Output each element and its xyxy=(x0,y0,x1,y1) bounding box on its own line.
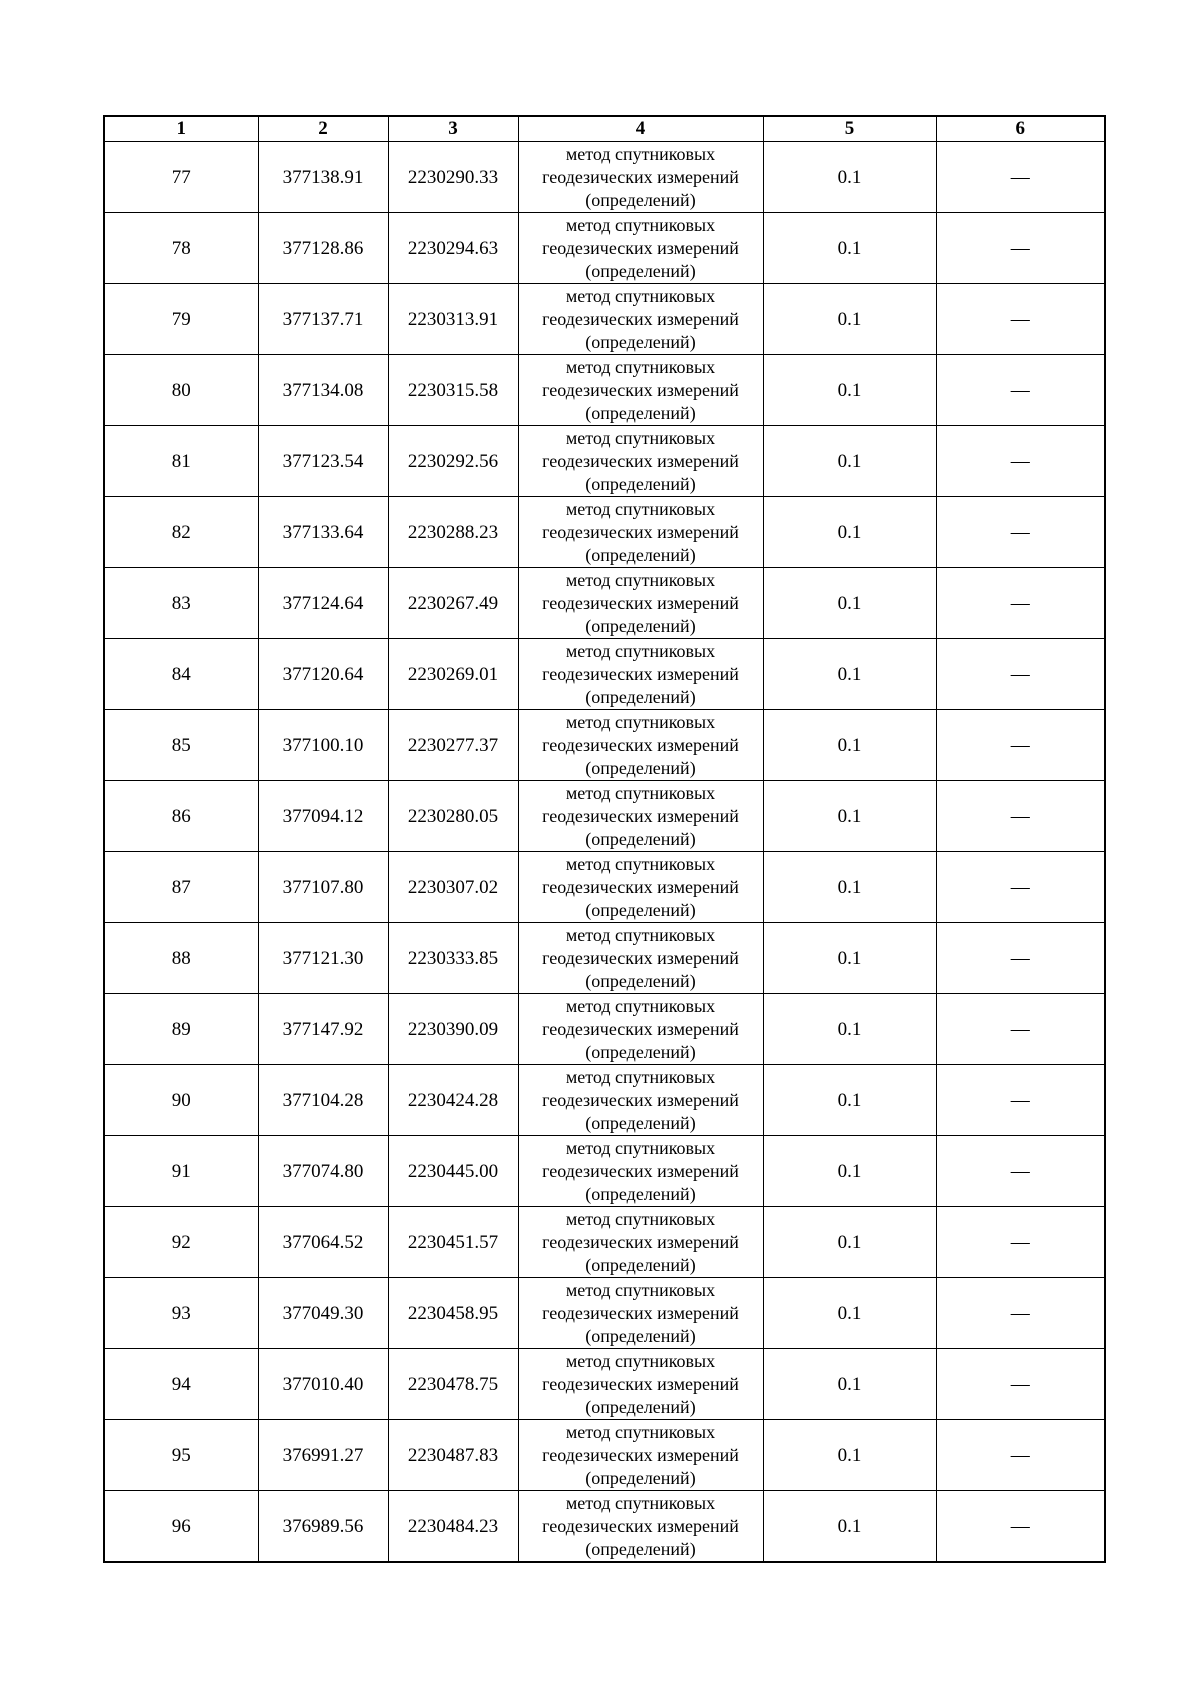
x-coordinate-cell: 377120.64 xyxy=(258,639,388,710)
table-row xyxy=(104,568,1105,639)
accuracy-cell: 0.1 xyxy=(763,852,936,923)
table-row xyxy=(104,1136,1105,1207)
method-text-line: геодезических измерений xyxy=(542,379,739,400)
method-cell xyxy=(518,1136,763,1207)
method-cell xyxy=(518,1420,763,1491)
point-number-cell: 86 xyxy=(104,781,258,852)
table-row xyxy=(104,284,1105,355)
method-text-line: геодезических измерений xyxy=(542,876,739,897)
method-cell xyxy=(518,142,763,213)
header-row xyxy=(104,116,1105,142)
table-row xyxy=(104,1349,1105,1420)
description-cell: — xyxy=(936,142,1105,213)
accuracy-cell: 0.1 xyxy=(763,1491,936,1563)
method-text-line: геодезических измерений xyxy=(542,805,739,826)
accuracy-cell: 0.1 xyxy=(763,1278,936,1349)
method-text-line: (определений) xyxy=(585,1112,696,1133)
x-coordinate-cell: 377147.92 xyxy=(258,994,388,1065)
y-coordinate-cell: 2230333.85 xyxy=(388,923,518,994)
method-text-line: геодезических измерений xyxy=(542,450,739,471)
y-coordinate-cell: 2230280.05 xyxy=(388,781,518,852)
table-row xyxy=(104,923,1105,994)
method-text-line: метод спутниковых xyxy=(565,782,716,803)
method-text-line: метод спутниковых xyxy=(565,640,716,661)
point-number-cell: 83 xyxy=(104,568,258,639)
method-text-line: метод спутниковых xyxy=(565,356,716,377)
method-text-line: метод спутниковых xyxy=(565,285,716,306)
method-text-line: геодезических измерений xyxy=(542,1160,739,1181)
method-text-line: (определений) xyxy=(585,544,696,565)
table-row xyxy=(104,852,1105,923)
method-text-line: метод спутниковых xyxy=(565,427,716,448)
x-coordinate-cell: 377074.80 xyxy=(258,1136,388,1207)
table-header xyxy=(104,116,1105,142)
method-cell xyxy=(518,355,763,426)
method-cell xyxy=(518,1207,763,1278)
method-text-line: геодезических измерений xyxy=(542,1302,739,1323)
method-cell xyxy=(518,1349,763,1420)
header-col-4: 4 xyxy=(518,116,763,142)
method-text-line: (определений) xyxy=(585,260,696,281)
y-coordinate-cell: 2230487.83 xyxy=(388,1420,518,1491)
x-coordinate-cell: 377107.80 xyxy=(258,852,388,923)
method-cell xyxy=(518,923,763,994)
table-row xyxy=(104,142,1105,213)
y-coordinate-cell: 2230288.23 xyxy=(388,497,518,568)
y-coordinate-cell: 2230269.01 xyxy=(388,639,518,710)
accuracy-cell: 0.1 xyxy=(763,284,936,355)
x-coordinate-cell: 377049.30 xyxy=(258,1278,388,1349)
x-coordinate-cell: 377010.40 xyxy=(258,1349,388,1420)
point-number-cell: 82 xyxy=(104,497,258,568)
point-number-cell: 96 xyxy=(104,1491,258,1563)
x-coordinate-cell: 376989.56 xyxy=(258,1491,388,1563)
method-text-line: (определений) xyxy=(585,1538,696,1559)
y-coordinate-cell: 2230290.33 xyxy=(388,142,518,213)
method-text-line: (определений) xyxy=(585,331,696,352)
method-cell xyxy=(518,1065,763,1136)
x-coordinate-cell: 377138.91 xyxy=(258,142,388,213)
method-cell xyxy=(518,1278,763,1349)
x-coordinate-cell: 377104.28 xyxy=(258,1065,388,1136)
x-coordinate-cell: 377094.12 xyxy=(258,781,388,852)
accuracy-cell: 0.1 xyxy=(763,142,936,213)
x-coordinate-cell: 377123.54 xyxy=(258,426,388,497)
point-number-cell: 80 xyxy=(104,355,258,426)
method-text-line: (определений) xyxy=(585,970,696,991)
table-row xyxy=(104,994,1105,1065)
coordinates-table xyxy=(103,115,1106,1563)
method-text-line: геодезических измерений xyxy=(542,1018,739,1039)
table-row xyxy=(104,497,1105,568)
method-text-line: геодезических измерений xyxy=(542,308,739,329)
x-coordinate-cell: 377128.86 xyxy=(258,213,388,284)
accuracy-cell: 0.1 xyxy=(763,568,936,639)
method-cell xyxy=(518,426,763,497)
table-row xyxy=(104,355,1105,426)
method-text-line: (определений) xyxy=(585,828,696,849)
description-cell: — xyxy=(936,213,1105,284)
table-row xyxy=(104,1065,1105,1136)
method-text-line: (определений) xyxy=(585,1183,696,1204)
method-cell xyxy=(518,1491,763,1563)
description-cell: — xyxy=(936,1278,1105,1349)
header-col-2: 2 xyxy=(258,116,388,142)
method-text-line: (определений) xyxy=(585,615,696,636)
method-text-line: метод спутниковых xyxy=(565,214,716,235)
accuracy-cell: 0.1 xyxy=(763,355,936,426)
description-cell: — xyxy=(936,923,1105,994)
point-number-cell: 81 xyxy=(104,426,258,497)
accuracy-cell: 0.1 xyxy=(763,426,936,497)
header-col-3: 3 xyxy=(388,116,518,142)
method-text-line: (определений) xyxy=(585,1467,696,1488)
description-cell: — xyxy=(936,1491,1105,1563)
method-text-line: метод спутниковых xyxy=(565,1421,716,1442)
method-text-line: (определений) xyxy=(585,189,696,210)
description-cell: — xyxy=(936,426,1105,497)
method-text-line: (определений) xyxy=(585,686,696,707)
y-coordinate-cell: 2230307.02 xyxy=(388,852,518,923)
description-cell: — xyxy=(936,639,1105,710)
method-cell xyxy=(518,213,763,284)
y-coordinate-cell: 2230478.75 xyxy=(388,1349,518,1420)
accuracy-cell: 0.1 xyxy=(763,213,936,284)
header-col-5: 5 xyxy=(763,116,936,142)
description-cell: — xyxy=(936,994,1105,1065)
x-coordinate-cell: 377121.30 xyxy=(258,923,388,994)
x-coordinate-cell: 376991.27 xyxy=(258,1420,388,1491)
method-text-line: геодезических измерений xyxy=(542,1231,739,1252)
y-coordinate-cell: 2230390.09 xyxy=(388,994,518,1065)
y-coordinate-cell: 2230445.00 xyxy=(388,1136,518,1207)
method-text-line: метод спутниковых xyxy=(565,1208,716,1229)
point-number-cell: 89 xyxy=(104,994,258,1065)
description-cell: — xyxy=(936,781,1105,852)
table-row xyxy=(104,1207,1105,1278)
table-row xyxy=(104,639,1105,710)
accuracy-cell: 0.1 xyxy=(763,1349,936,1420)
header-col-1: 1 xyxy=(104,116,258,142)
description-cell: — xyxy=(936,1420,1105,1491)
method-text-line: геодезических измерений xyxy=(542,663,739,684)
method-cell xyxy=(518,852,763,923)
method-text-line: геодезических измерений xyxy=(542,947,739,968)
point-number-cell: 95 xyxy=(104,1420,258,1491)
method-cell xyxy=(518,639,763,710)
method-text-line: метод спутниковых xyxy=(565,498,716,519)
point-number-cell: 88 xyxy=(104,923,258,994)
table-row xyxy=(104,1278,1105,1349)
method-text-line: метод спутниковых xyxy=(565,1137,716,1158)
header-col-6: 6 xyxy=(936,116,1105,142)
table-row xyxy=(104,710,1105,781)
point-number-cell: 77 xyxy=(104,142,258,213)
method-text-line: (определений) xyxy=(585,1396,696,1417)
point-number-cell: 79 xyxy=(104,284,258,355)
description-cell: — xyxy=(936,497,1105,568)
point-number-cell: 93 xyxy=(104,1278,258,1349)
point-number-cell: 78 xyxy=(104,213,258,284)
method-text-line: метод спутниковых xyxy=(565,143,716,164)
point-number-cell: 90 xyxy=(104,1065,258,1136)
point-number-cell: 92 xyxy=(104,1207,258,1278)
method-text-line: метод спутниковых xyxy=(565,995,716,1016)
method-text-line: (определений) xyxy=(585,1254,696,1275)
method-text-line: (определений) xyxy=(585,899,696,920)
accuracy-cell: 0.1 xyxy=(763,497,936,568)
method-text-line: геодезических измерений xyxy=(542,1373,739,1394)
method-text-line: (определений) xyxy=(585,402,696,423)
y-coordinate-cell: 2230313.91 xyxy=(388,284,518,355)
method-text-line: метод спутниковых xyxy=(565,569,716,590)
y-coordinate-cell: 2230294.63 xyxy=(388,213,518,284)
y-coordinate-cell: 2230451.57 xyxy=(388,1207,518,1278)
accuracy-cell: 0.1 xyxy=(763,710,936,781)
table-row xyxy=(104,426,1105,497)
accuracy-cell: 0.1 xyxy=(763,639,936,710)
method-text-line: геодезических измерений xyxy=(542,166,739,187)
point-number-cell: 91 xyxy=(104,1136,258,1207)
description-cell: — xyxy=(936,568,1105,639)
accuracy-cell: 0.1 xyxy=(763,923,936,994)
method-text-line: геодезических измерений xyxy=(542,1515,739,1536)
method-text-line: геодезических измерений xyxy=(542,734,739,755)
description-cell: — xyxy=(936,852,1105,923)
method-cell xyxy=(518,710,763,781)
point-number-cell: 85 xyxy=(104,710,258,781)
method-cell xyxy=(518,994,763,1065)
table-body xyxy=(104,142,1105,1563)
table-row xyxy=(104,213,1105,284)
method-text-line: геодезических измерений xyxy=(542,1444,739,1465)
y-coordinate-cell: 2230267.49 xyxy=(388,568,518,639)
y-coordinate-cell: 2230458.95 xyxy=(388,1278,518,1349)
method-cell xyxy=(518,497,763,568)
method-text-line: (определений) xyxy=(585,473,696,494)
accuracy-cell: 0.1 xyxy=(763,1065,936,1136)
method-cell xyxy=(518,284,763,355)
method-text-line: геодезических измерений xyxy=(542,592,739,613)
y-coordinate-cell: 2230424.28 xyxy=(388,1065,518,1136)
method-text-line: (определений) xyxy=(585,1041,696,1062)
method-text-line: геодезических измерений xyxy=(542,521,739,542)
method-text-line: метод спутниковых xyxy=(565,1492,716,1513)
x-coordinate-cell: 377137.71 xyxy=(258,284,388,355)
method-text-line: (определений) xyxy=(585,1325,696,1346)
description-cell: — xyxy=(936,284,1105,355)
method-text-line: метод спутниковых xyxy=(565,1066,716,1087)
method-text-line: метод спутниковых xyxy=(565,1350,716,1371)
y-coordinate-cell: 2230484.23 xyxy=(388,1491,518,1563)
description-cell: — xyxy=(936,1065,1105,1136)
accuracy-cell: 0.1 xyxy=(763,1207,936,1278)
accuracy-cell: 0.1 xyxy=(763,1420,936,1491)
method-text-line: метод спутниковых xyxy=(565,1279,716,1300)
point-number-cell: 94 xyxy=(104,1349,258,1420)
method-text-line: метод спутниковых xyxy=(565,853,716,874)
method-cell xyxy=(518,781,763,852)
method-text-line: (определений) xyxy=(585,757,696,778)
table-row xyxy=(104,1420,1105,1491)
table-row xyxy=(104,781,1105,852)
y-coordinate-cell: 2230292.56 xyxy=(388,426,518,497)
description-cell: — xyxy=(936,1136,1105,1207)
point-number-cell: 87 xyxy=(104,852,258,923)
y-coordinate-cell: 2230277.37 xyxy=(388,710,518,781)
method-text-line: метод спутниковых xyxy=(565,924,716,945)
description-cell: — xyxy=(936,710,1105,781)
description-cell: — xyxy=(936,1349,1105,1420)
accuracy-cell: 0.1 xyxy=(763,781,936,852)
x-coordinate-cell: 377133.64 xyxy=(258,497,388,568)
x-coordinate-cell: 377064.52 xyxy=(258,1207,388,1278)
method-text-line: геодезических измерений xyxy=(542,1089,739,1110)
method-cell xyxy=(518,568,763,639)
method-text-line: геодезических измерений xyxy=(542,237,739,258)
description-cell: — xyxy=(936,1207,1105,1278)
y-coordinate-cell: 2230315.58 xyxy=(388,355,518,426)
x-coordinate-cell: 377134.08 xyxy=(258,355,388,426)
accuracy-cell: 0.1 xyxy=(763,994,936,1065)
table-row xyxy=(104,1491,1105,1563)
description-cell: — xyxy=(936,355,1105,426)
method-text-line: метод спутниковых xyxy=(565,711,716,732)
point-number-cell: 84 xyxy=(104,639,258,710)
accuracy-cell: 0.1 xyxy=(763,1136,936,1207)
x-coordinate-cell: 377124.64 xyxy=(258,568,388,639)
x-coordinate-cell: 377100.10 xyxy=(258,710,388,781)
